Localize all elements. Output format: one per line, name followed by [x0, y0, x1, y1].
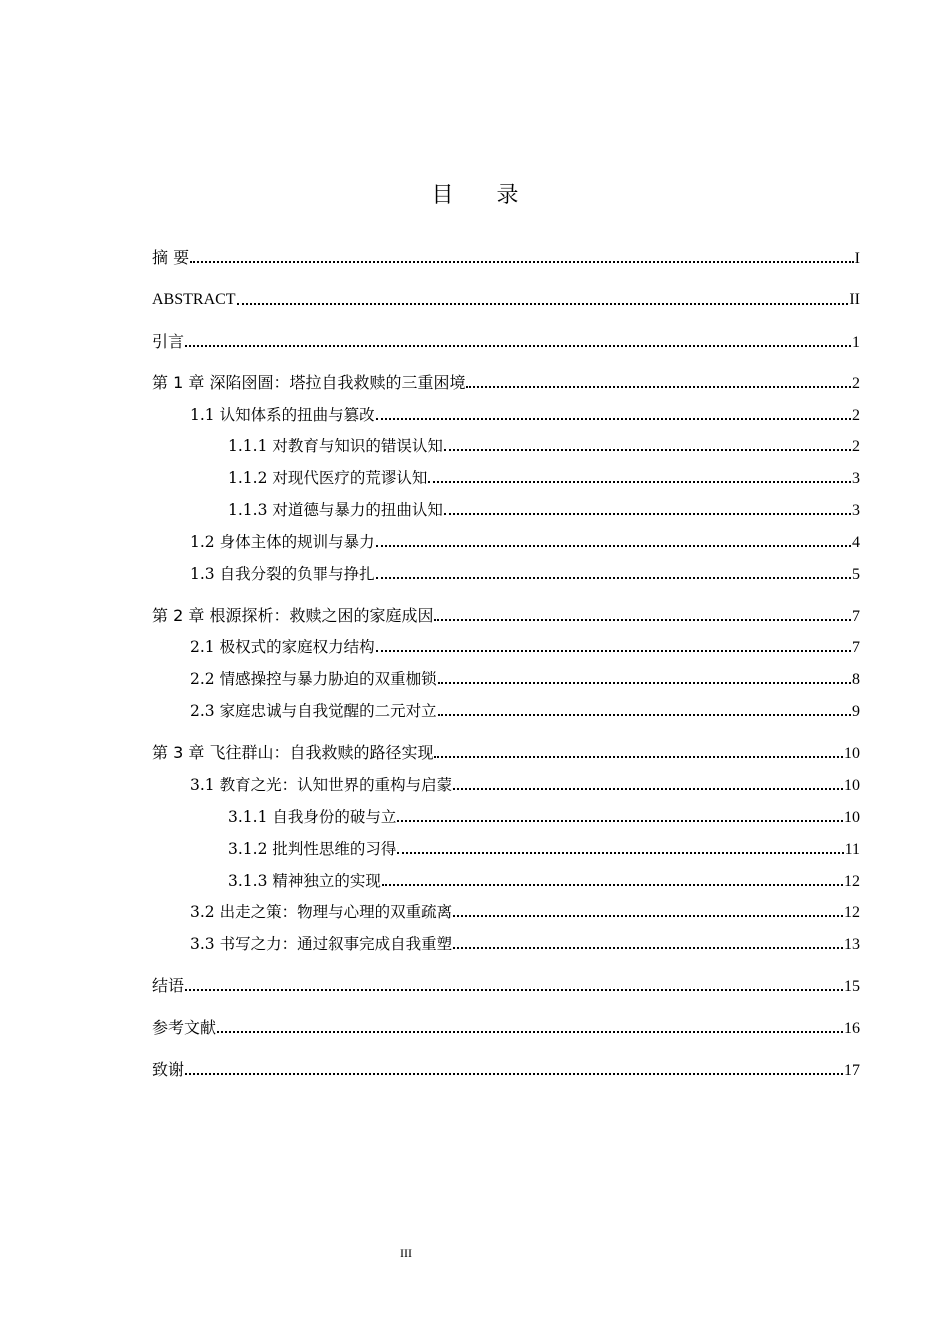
toc-leader-dots	[444, 513, 851, 515]
toc-entry[interactable]	[152, 331, 860, 353]
toc-entry-label: 1.2 身体主体的规训与暴力	[190, 533, 375, 551]
toc-entry[interactable]	[152, 700, 860, 722]
toc-entry-label: 2.1 极权式的家庭权力结构	[190, 638, 375, 656]
toc-entry[interactable]	[152, 870, 860, 892]
toc-entry[interactable]	[152, 372, 860, 394]
toc-entry-page: 9	[852, 703, 860, 720]
toc-entry-label: 3.1.1 自我身份的破与立	[228, 808, 397, 826]
toc-leader-dots	[376, 577, 851, 579]
toc-entry-page: 5	[852, 566, 860, 583]
toc-entry-label: 1.1.1 对教育与知识的错误认知	[228, 437, 443, 455]
toc-leader-dots	[434, 756, 843, 758]
toc-entry-page: 4	[852, 534, 860, 551]
toc-entry[interactable]	[152, 435, 860, 457]
toc-entry-label: 致谢	[152, 1060, 185, 1079]
toc-entry-label: 第 3 章 飞往群山：自我救赎的路径实现	[152, 743, 434, 762]
toc-leader-dots	[397, 820, 843, 822]
toc-entry-page: 3	[852, 470, 860, 487]
toc-entry-label: 引言	[152, 332, 185, 351]
toc-entry-label: 3.1.3 精神独立的实现	[228, 872, 381, 890]
toc-entry-page: 16	[844, 1020, 860, 1037]
toc-leader-dots	[376, 418, 851, 420]
toc-entry[interactable]	[152, 838, 860, 860]
toc-entry-page: 15	[844, 978, 860, 995]
toc-entry-label: 3.1.2 批判性思维的习得	[228, 840, 397, 858]
toc-entry[interactable]	[152, 668, 860, 690]
toc-entry-page: 2	[852, 375, 860, 392]
toc-entry-page: 8	[852, 671, 860, 688]
toc-entry-page: 3	[852, 502, 860, 519]
toc-entry-label: 1.1.3 对道德与暴力的扭曲认知	[228, 501, 443, 519]
toc-leader-dots	[397, 852, 843, 854]
toc-entry[interactable]	[152, 499, 860, 521]
toc-entry[interactable]	[152, 742, 860, 764]
toc-entry-page: 2	[852, 438, 860, 455]
toc-entry-page: I	[854, 250, 860, 267]
toc-leader-dots	[453, 788, 843, 790]
toc-entry-page: 13	[844, 936, 860, 953]
toc-entry-label: 1.1 认知体系的扭曲与篡改	[190, 406, 375, 424]
toc-leader-dots	[438, 682, 851, 684]
toc-leader-dots	[185, 345, 851, 347]
toc-leader-dots	[444, 449, 851, 451]
toc-entry-page: 7	[852, 639, 860, 656]
toc-leader-dots	[382, 884, 843, 886]
toc-entry[interactable]	[152, 467, 860, 489]
toc-entry-label: 参考文献	[152, 1018, 217, 1037]
toc-leader-dots	[453, 947, 843, 949]
toc-entry-page: 10	[844, 809, 860, 826]
toc-leader-dots	[185, 989, 843, 991]
toc-entry-label: 3.2 出走之策：物理与心理的双重疏离	[190, 903, 453, 921]
toc-entry[interactable]	[152, 404, 860, 426]
page-title: 目 录	[431, 183, 537, 208]
toc-entry-label: 结语	[152, 976, 185, 995]
toc-entry-label: 3.3 书写之力：通过叙事完成自我重塑	[190, 935, 453, 953]
toc-entry-label: 1.3 自我分裂的负罪与挣扎	[190, 565, 375, 583]
toc-entry[interactable]	[152, 901, 860, 923]
toc-leader-dots	[237, 303, 849, 305]
toc-entry-page: 11	[844, 841, 860, 858]
toc-entry-label: 第 2 章 根源探析：救赎之困的家庭成因	[152, 606, 434, 625]
toc-entry-label: 2.2 情感操控与暴力胁迫的双重枷锁	[190, 670, 437, 688]
toc-entry[interactable]	[152, 605, 860, 627]
toc-leader-dots	[453, 915, 843, 917]
toc-entry-page: 10	[844, 777, 860, 794]
toc-entry[interactable]	[152, 563, 860, 585]
toc-entry-label: 第 1 章 深陷囹圄：塔拉自我救赎的三重困境	[152, 373, 466, 392]
toc-entry[interactable]	[152, 975, 860, 997]
toc-entry[interactable]	[152, 774, 860, 796]
toc-leader-dots	[185, 1073, 843, 1075]
toc-leader-dots	[190, 261, 854, 263]
toc-entry-label: 1.1.2 对现代医疗的荒谬认知	[228, 469, 428, 487]
toc-leader-dots	[434, 619, 851, 621]
toc-entry-page: 12	[844, 873, 860, 890]
toc-entry[interactable]	[152, 247, 860, 269]
toc-entry[interactable]	[152, 531, 860, 553]
toc-leader-dots	[438, 714, 851, 716]
toc-entry[interactable]	[152, 1059, 860, 1081]
toc-entry-page: 7	[852, 608, 860, 625]
toc-leader-dots	[376, 545, 851, 547]
page-number-footer: III	[400, 1246, 412, 1260]
toc-entry[interactable]	[152, 636, 860, 658]
toc-leader-dots	[428, 481, 851, 483]
toc-entry-page: 10	[844, 745, 860, 762]
toc-leader-dots	[466, 386, 851, 388]
toc-entry[interactable]	[152, 1017, 860, 1039]
toc-entry-page: 17	[844, 1062, 860, 1079]
toc-entry-label: 3.1 教育之光：认知世界的重构与启蒙	[190, 776, 453, 794]
toc-entry[interactable]	[152, 289, 860, 311]
toc-leader-dots	[376, 650, 851, 652]
toc-entry[interactable]	[152, 806, 860, 828]
toc-entry-label: 摘 要	[152, 248, 190, 267]
toc-entry-page: 1	[852, 334, 860, 351]
toc-entry-page: 12	[844, 904, 860, 921]
toc-leader-dots	[217, 1031, 843, 1033]
toc-entry-page: II	[849, 291, 860, 308]
toc-entry-page: 2	[852, 407, 860, 424]
toc-entry[interactable]	[152, 933, 860, 955]
toc-entry-label: ABSTRACT	[152, 291, 236, 308]
toc-entry-label: 2.3 家庭忠诚与自我觉醒的二元对立	[190, 702, 437, 720]
